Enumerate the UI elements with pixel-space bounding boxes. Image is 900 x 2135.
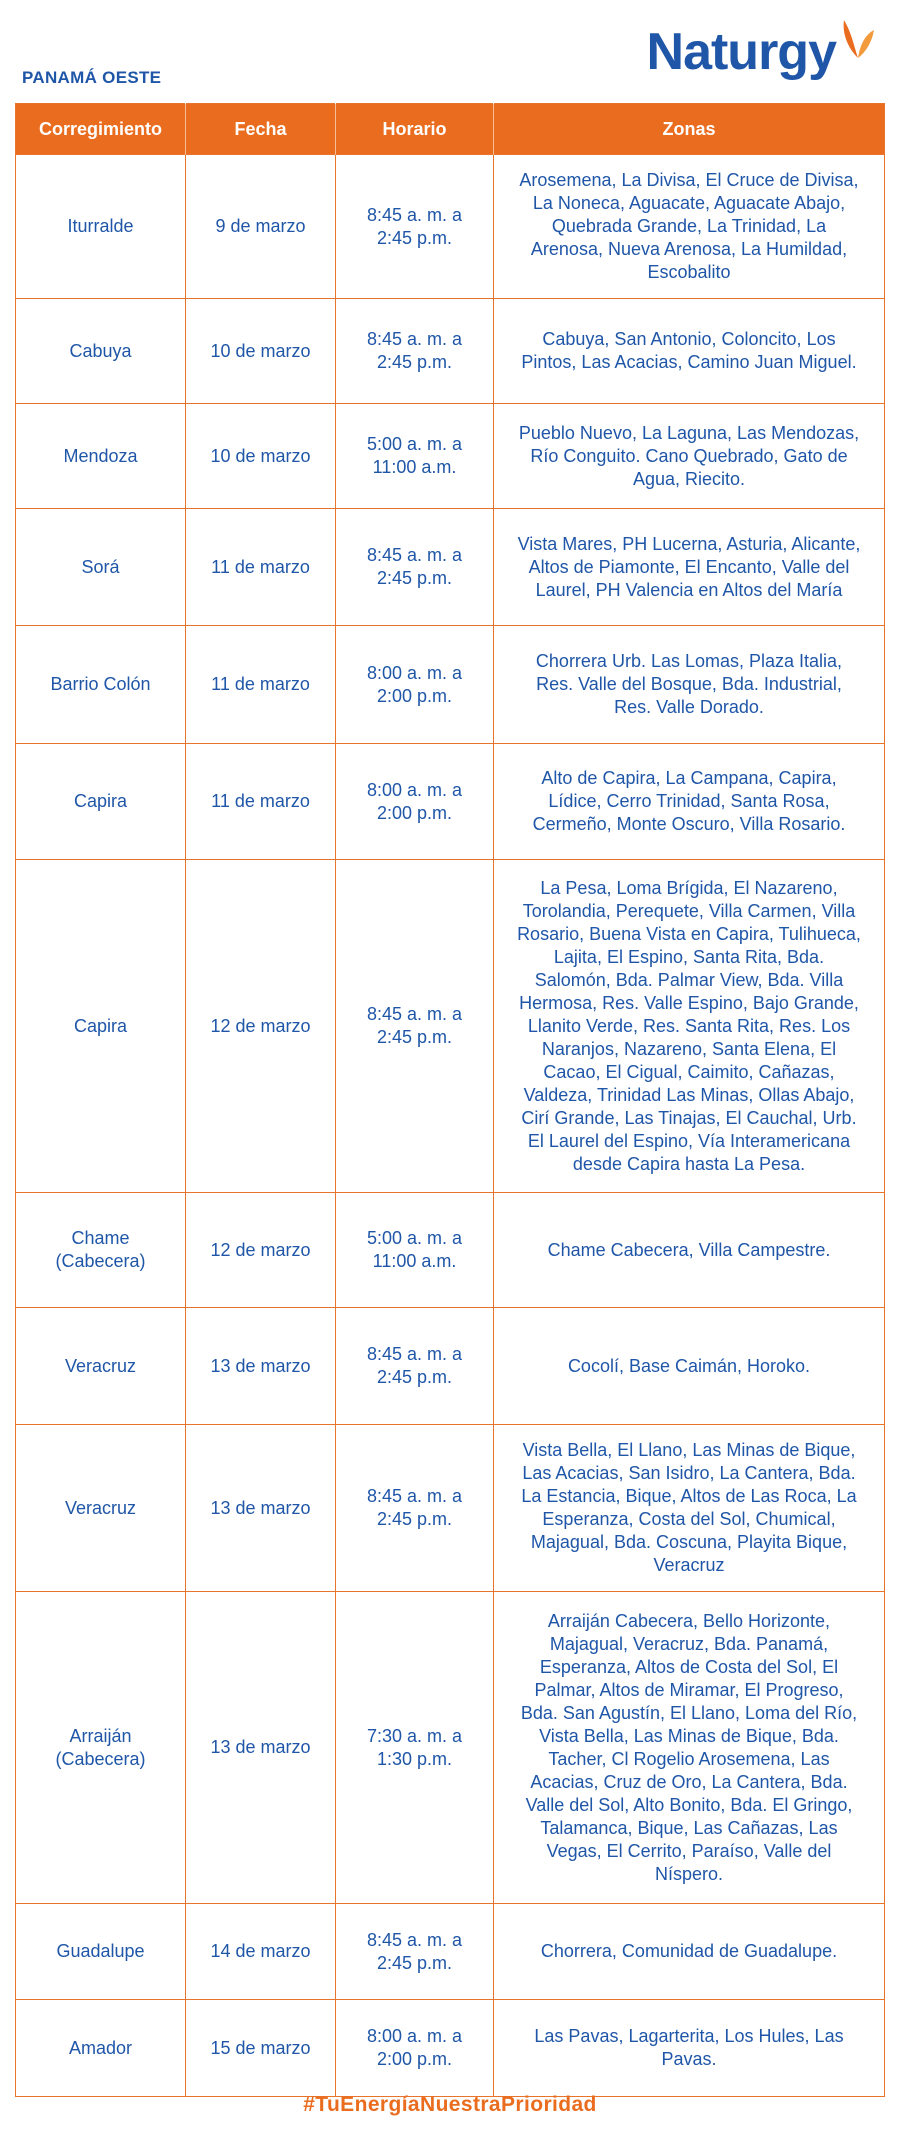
cell-horario: 8:45 a. m. a 2:45 p.m. bbox=[336, 860, 494, 1193]
logo-wordmark: Naturgy bbox=[646, 23, 836, 81]
cell-horario: 8:00 a. m. a 2:00 p.m. bbox=[336, 744, 494, 860]
cell-corregimiento: Amador bbox=[16, 2000, 186, 2097]
outage-schedule-table bbox=[15, 103, 885, 2097]
table-row bbox=[16, 1308, 885, 1425]
cell-fecha: 11 de marzo bbox=[186, 744, 336, 860]
table-row bbox=[16, 860, 885, 1193]
naturgy-logo bbox=[647, 20, 878, 84]
cell-fecha: 9 de marzo bbox=[186, 155, 336, 299]
table-row bbox=[16, 1425, 885, 1592]
table-row bbox=[16, 1193, 885, 1308]
cell-fecha: 15 de marzo bbox=[186, 2000, 336, 2097]
table-row bbox=[16, 155, 885, 299]
cell-zonas: La Pesa, Loma Brígida, El Nazareno, Torolandia, Perequete, Villa Carmen, Villa Rosario, Buena Vista en Capira, Tulihueca, Lajita, El Espino, Santa Rita, Bda. Salomón, Bda. Palmar View, Bda. Villa Hermosa, Res. Valle Espino, Bajo Grande, Llanito Verde, Res. Santa Rita, Res. Los Naranjos, Nazareno, Santa Elena, El Cacao, El Cigual, Caimito, Cañazas, Valdeza, Trinidad Las Minas, Ollas Abajo, Cirí Grande, Las Tinajas, El Cauchal, Urb. El Laurel del Espino, Vía Interamericana desde Capira hasta La Pesa. bbox=[494, 860, 885, 1193]
cell-fecha: 13 de marzo bbox=[186, 1425, 336, 1592]
table-header-row bbox=[16, 104, 885, 155]
cell-corregimiento: Veracruz bbox=[16, 1425, 186, 1592]
cell-fecha: 13 de marzo bbox=[186, 1308, 336, 1425]
cell-horario: 8:00 a. m. a 2:00 p.m. bbox=[336, 2000, 494, 2097]
cell-corregimiento: Guadalupe bbox=[16, 1904, 186, 2000]
table-row bbox=[16, 509, 885, 626]
campaign-hashtag: #TuEnergíaNuestraPrioridad bbox=[303, 2093, 597, 2116]
cell-zonas: Vista Mares, PH Lucerna, Asturia, Alicante, Altos de Piamonte, El Encanto, Valle del Laurel, PH Valencia en Altos del María bbox=[494, 509, 885, 626]
cell-corregimiento: Mendoza bbox=[16, 404, 186, 509]
cell-corregimiento: Chame (Cabecera) bbox=[16, 1193, 186, 1308]
cell-fecha: 11 de marzo bbox=[186, 509, 336, 626]
cell-horario: 5:00 a. m. a 11:00 a.m. bbox=[336, 404, 494, 509]
cell-corregimiento: Cabuya bbox=[16, 299, 186, 404]
cell-horario: 8:00 a. m. a 2:00 p.m. bbox=[336, 626, 494, 744]
cell-fecha: 12 de marzo bbox=[186, 1193, 336, 1308]
table-row bbox=[16, 626, 885, 744]
cell-horario: 8:45 a. m. a 2:45 p.m. bbox=[336, 1904, 494, 2000]
cell-corregimiento: Barrio Colón bbox=[16, 626, 186, 744]
cell-fecha: 11 de marzo bbox=[186, 626, 336, 744]
cell-horario: 8:45 a. m. a 2:45 p.m. bbox=[336, 1425, 494, 1592]
cell-zonas: Pueblo Nuevo, La Laguna, Las Mendozas, Río Conguito. Cano Quebrado, Gato de Agua, Riecito. bbox=[494, 404, 885, 509]
cell-corregimiento: Capira bbox=[16, 860, 186, 1193]
cell-fecha: 14 de marzo bbox=[186, 1904, 336, 2000]
cell-corregimiento: Veracruz bbox=[16, 1308, 186, 1425]
cell-fecha: 10 de marzo bbox=[186, 299, 336, 404]
cell-corregimiento: Iturralde bbox=[16, 155, 186, 299]
cell-corregimiento: Capira bbox=[16, 744, 186, 860]
cell-zonas: Cabuya, San Antonio, Coloncito, Los Pintos, Las Acacias, Camino Juan Miguel. bbox=[494, 299, 885, 404]
table-row bbox=[16, 404, 885, 509]
table-row bbox=[16, 1592, 885, 1904]
table-row bbox=[16, 1904, 885, 2000]
cell-fecha: 13 de marzo bbox=[186, 1592, 336, 1904]
cell-fecha: 10 de marzo bbox=[186, 404, 336, 509]
cell-horario: 8:45 a. m. a 2:45 p.m. bbox=[336, 509, 494, 626]
table-row bbox=[16, 2000, 885, 2097]
region-title: PANAMÁ OESTE bbox=[22, 68, 162, 87]
cell-horario: 7:30 a. m. a 1:30 p.m. bbox=[336, 1592, 494, 1904]
table-row bbox=[16, 299, 885, 404]
column-header-zonas: Zonas bbox=[494, 104, 885, 155]
column-header-horario: Horario bbox=[336, 104, 494, 155]
cell-zonas: Arraiján Cabecera, Bello Horizonte, Majagual, Veracruz, Bda. Panamá, Esperanza, Altos de Costa del Sol, El Palmar, Altos de Miramar, El Progreso, Bda. San Agustín, El Llano, Loma del Río, Vista Bella, Las Minas de Bique, Bda. Tacher, Cl Rogelio Arosemena, Las Acacias, Cruz de Oro, La Cantera, Bda. Valle del Sol, Alto Bonito, Bda. El Gringo, Talamanca, Bique, Las Cañazas, Las Vegas, El Cerrito, Paraíso, Valle del Níspero. bbox=[494, 1592, 885, 1904]
cell-fecha: 12 de marzo bbox=[186, 860, 336, 1193]
column-header-corregimiento: Corregimiento bbox=[16, 104, 186, 155]
cell-corregimiento: Sorá bbox=[16, 509, 186, 626]
cell-zonas: Chorrera Urb. Las Lomas, Plaza Italia, Res. Valle del Bosque, Bda. Industrial, Res. Valle Dorado. bbox=[494, 626, 885, 744]
column-header-fecha: Fecha bbox=[186, 104, 336, 155]
cell-zonas: Arosemena, La Divisa, El Cruce de Divisa, La Noneca, Aguacate, Aguacate Abajo, Quebrada Grande, La Trinidad, La Arenosa, Nueva Arenosa, La Humildad, Escobalito bbox=[494, 155, 885, 299]
cell-zonas: Alto de Capira, La Campana, Capira, Lídice, Cerro Trinidad, Santa Rosa, Cermeño, Monte Oscuro, Villa Rosario. bbox=[494, 744, 885, 860]
cell-corregimiento: Arraiján (Cabecera) bbox=[16, 1592, 186, 1904]
cell-horario: 5:00 a. m. a 11:00 a.m. bbox=[336, 1193, 494, 1308]
cell-horario: 8:45 a. m. a 2:45 p.m. bbox=[336, 155, 494, 299]
cell-zonas: Las Pavas, Lagarterita, Los Hules, Las Pavas. bbox=[494, 2000, 885, 2097]
cell-zonas: Chorrera, Comunidad de Guadalupe. bbox=[494, 1904, 885, 2000]
cell-horario: 8:45 a. m. a 2:45 p.m. bbox=[336, 1308, 494, 1425]
cell-zonas: Cocolí, Base Caimán, Horoko. bbox=[494, 1308, 885, 1425]
cell-zonas: Chame Cabecera, Villa Campestre. bbox=[494, 1193, 885, 1308]
butterfly-logo-icon bbox=[838, 18, 878, 69]
cell-zonas: Vista Bella, El Llano, Las Minas de Bique, Las Acacias, San Isidro, La Cantera, Bda. La Estancia, Bique, Altos de Las Roca, La Esperanza, Costa del Sol, Chumical, Majagual, Bda. Coscuna, Playita Bique, Veracruz bbox=[494, 1425, 885, 1592]
table-row bbox=[16, 744, 885, 860]
cell-horario: 8:45 a. m. a 2:45 p.m. bbox=[336, 299, 494, 404]
